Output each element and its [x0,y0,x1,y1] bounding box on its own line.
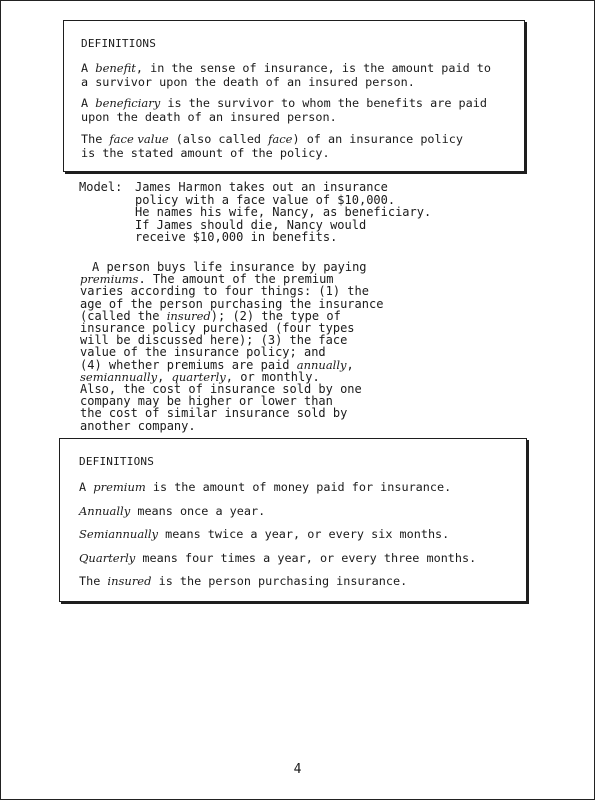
model-line: receive $10,000 in benefits. [135,230,338,244]
definition-benefit [81,61,491,89]
definition-text: upon the death of an insured person. [81,110,337,124]
definition-text: (also called [168,132,269,146]
paragraph-text: (4) whether premiums are paid [80,357,297,372]
definition-semiannually [79,527,449,541]
paragraph-line: Also, the cost of insurance sold by one [80,382,362,397]
definition-text: A [79,480,94,494]
definition-text: is the person purchasing insurance. [151,574,408,588]
paragraph-line: another company. [80,418,196,433]
paragraph-text: , or monthly. [225,369,320,384]
definition-annually [79,504,265,518]
defined-term: Quarterly [79,551,136,565]
defined-term: benefit [95,61,136,75]
paragraph-text: , [157,369,172,384]
defined-term: semiannually [80,369,158,384]
defined-term: beneficiary [95,96,161,110]
body-paragraph [80,261,383,432]
paragraph-line: the cost of similar insurance sold by [80,406,348,421]
paragraph-line: value of the insurance policy; and [80,345,326,360]
defined-term: face [268,132,293,146]
definition-quarterly [79,551,476,565]
definition-premium [79,480,451,494]
paragraph-text: . The amount of the premium [138,272,334,287]
definitions-box-2 [59,438,527,602]
paragraph-line: varies according to four things: (1) the [80,284,369,299]
defined-term: face value [109,132,169,146]
defined-term: quarterly [171,369,226,384]
definition-text: The [81,132,110,146]
paragraph-line: A person buys life insurance by paying [92,260,367,274]
definition-text: ) of an insurance policy [292,132,463,146]
model-line: He names his wife, Nancy, as beneficiary. [135,205,432,219]
definitions-box-1 [63,20,525,172]
defined-term: insured [107,574,152,588]
paragraph-line: insurance policy purchased (four types [80,321,355,336]
definition-text: is the stated amount of the policy. [81,146,330,160]
definition-text: , in the sense of insurance, is the amount paid to [135,61,492,75]
definitions-title-1: DEFINITIONS [81,37,157,50]
definition-text: a survivor upon the death of an insured person. [81,75,415,89]
model-line: policy with a face value of $10,000. [135,192,396,207]
definition-insured [79,574,407,588]
definition-beneficiary [81,96,487,124]
model-line: If James should die, Nancy would [135,217,367,232]
defined-term: premiums [80,272,139,287]
paragraph-line: company may be higher or lower than [80,394,333,409]
defined-term: insured [166,308,211,323]
definitions-title-2: DEFINITIONS [79,455,155,468]
definition-text: A [81,96,96,110]
definition-text: The [79,574,108,588]
paragraph-line: will be discussed here); (3) the face [80,333,348,348]
definition-text: means twice a year, or every six months. [158,527,450,541]
definition-text: means once a year. [130,504,266,518]
paragraph-line: age of the person purchasing the insurance [80,296,384,311]
defined-term: Annually [79,504,131,518]
paragraph-text: (called the [80,308,167,323]
defined-term: Semiannually [79,527,159,541]
defined-term: annually [296,357,347,372]
definition-text: means four times a year, or every three months. [135,551,477,565]
paragraph-text: , [346,357,354,372]
definition-face-value [81,132,463,160]
definition-text: is the amount of money paid for insurance. [145,480,452,494]
page-number: 4 [293,762,302,777]
model-line: James Harmon takes out an insurance [135,180,388,194]
definition-text: A [81,61,96,75]
model-label: Model: [79,180,123,194]
definition-text: is the survivor to whom the benefits are paid [160,96,487,110]
defined-term: premium [93,480,146,494]
paragraph-text: ); (2) the type of [210,308,341,323]
model-text [135,181,431,244]
